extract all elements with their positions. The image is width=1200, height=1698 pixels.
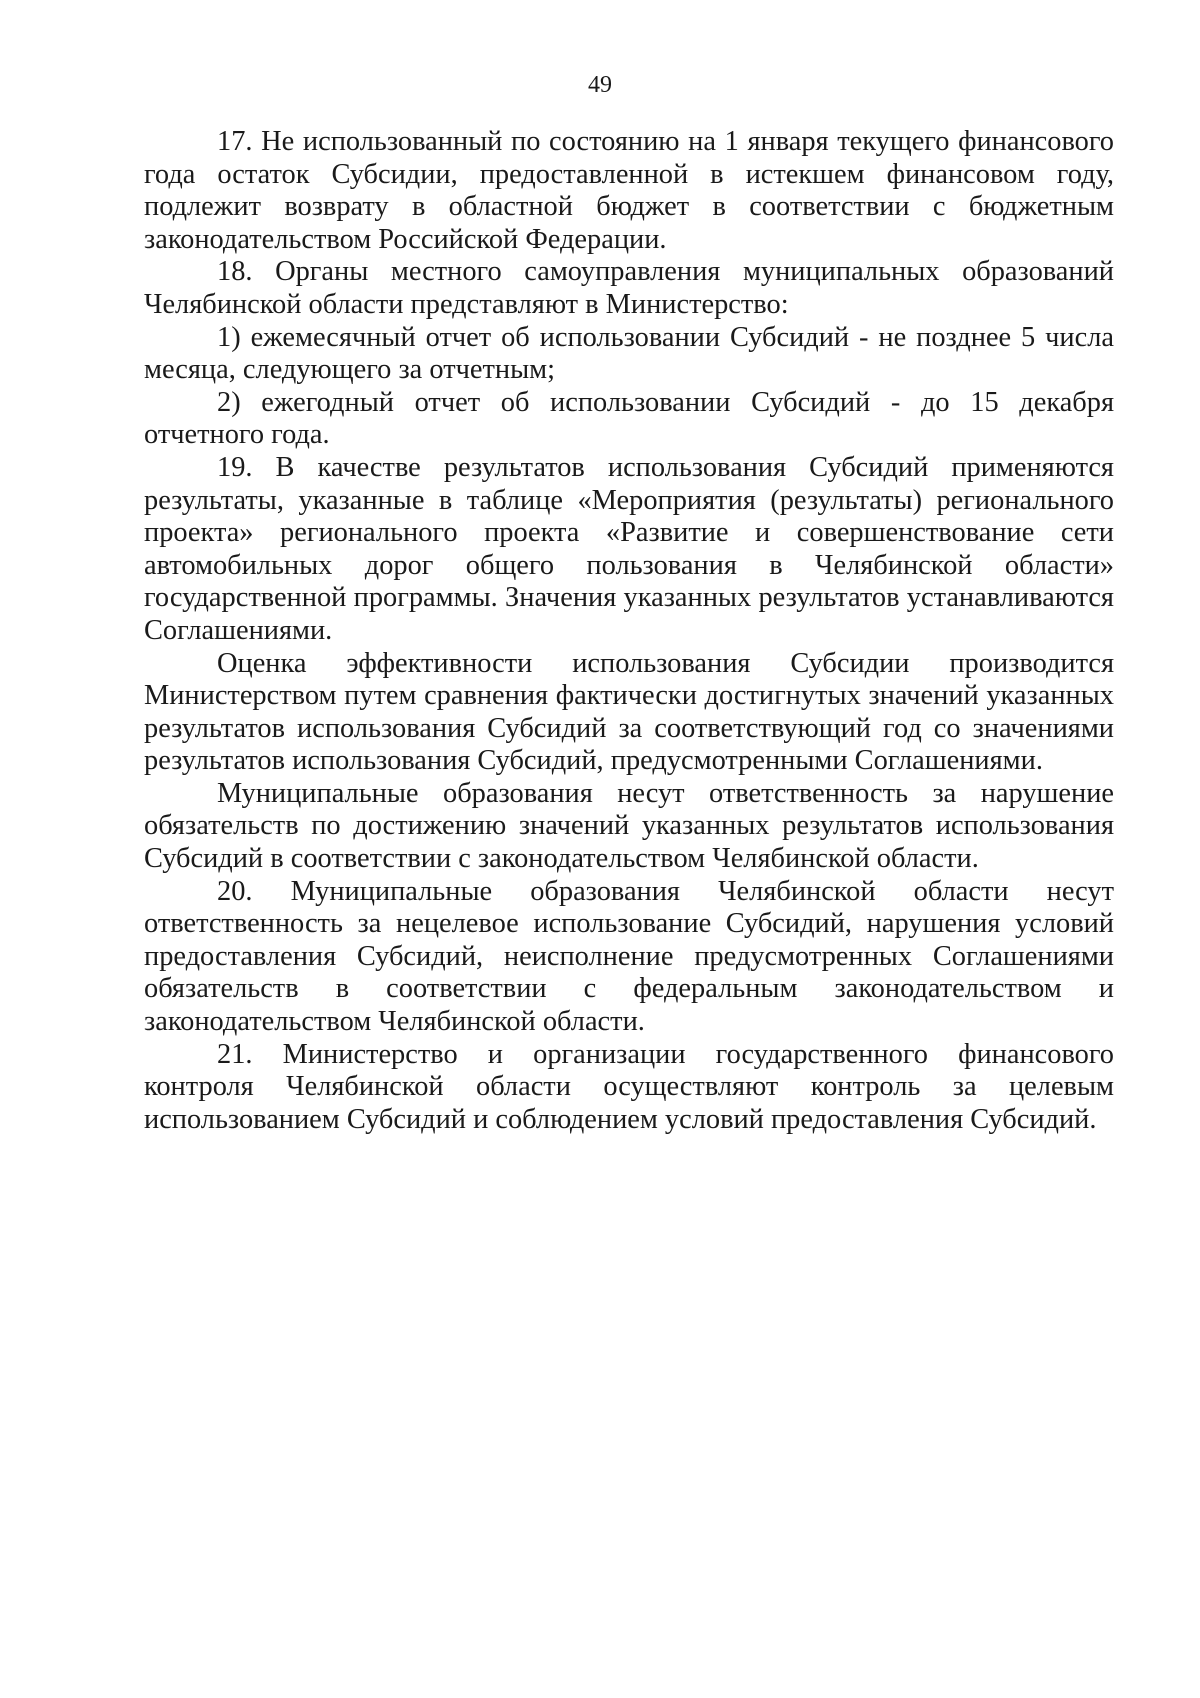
paragraph-19-responsibility: Муниципальные образования несут ответственность за нарушение обязательств по достижению значений указанных результатов использования Субсидий в соответствии с законодательством Челябинской области. bbox=[144, 777, 1114, 875]
paragraph-18-item-1: 1) ежемесячный отчет об использовании Субсидий - не позднее 5 числа месяца, следующего за отчетным; bbox=[144, 321, 1114, 386]
paragraph-21: 21. Министерство и организации государственного финансового контроля Челябинской области осуществляют контроль за целевым использованием Субсидий и соблюдением условий предоставления Субсидий. bbox=[144, 1038, 1114, 1135]
paragraph-18-item-2: 2) ежегодный отчет об использовании Субсидий - до 15 декабря отчетного года. bbox=[144, 386, 1114, 451]
page-number: 49 bbox=[588, 72, 612, 98]
paragraph-19: 19. В качестве результатов использования Субсидий применяются результаты, указанные в таблице «Мероприятия (результаты) регионального проекта» регионального проекта «Развитие и совершенствование сети автомобильных дорог общего пользования в Челябинской области» государственной программы. Значения указанных результатов устанавливаются Соглашениями. bbox=[144, 451, 1114, 646]
paragraph-19-evaluation: Оценка эффективности использования Субсидии производится Министерством путем сравнения фактически достигнутых значений указанных результатов использования Субсидий за соответствующий год со значениями результатов использования Субсидий, предусмотренными Соглашениями. bbox=[144, 647, 1114, 777]
paragraph-20: 20. Муниципальные образования Челябинской области несут ответственность за нецелевое использование Субсидий, нарушения условий предоставления Субсидий, неисполнение предусмотренных Соглашениями обязательств в соответствии с федеральным законодательством и законодательством Челябинской области. bbox=[144, 875, 1114, 1038]
document-body bbox=[144, 126, 1114, 1136]
paragraph-18: 18. Органы местного самоуправления муниципальных образований Челябинской области представляют в Министерство: bbox=[144, 256, 1114, 320]
paragraph-17: 17. Не использованный по состоянию на 1 января текущего финансового года остаток Субсидии, предоставленной в истекшем финансовом году, подлежит возврату в областной бюджет в соответствии с бюджетным законодательством Российской Федерации. bbox=[144, 126, 1114, 255]
